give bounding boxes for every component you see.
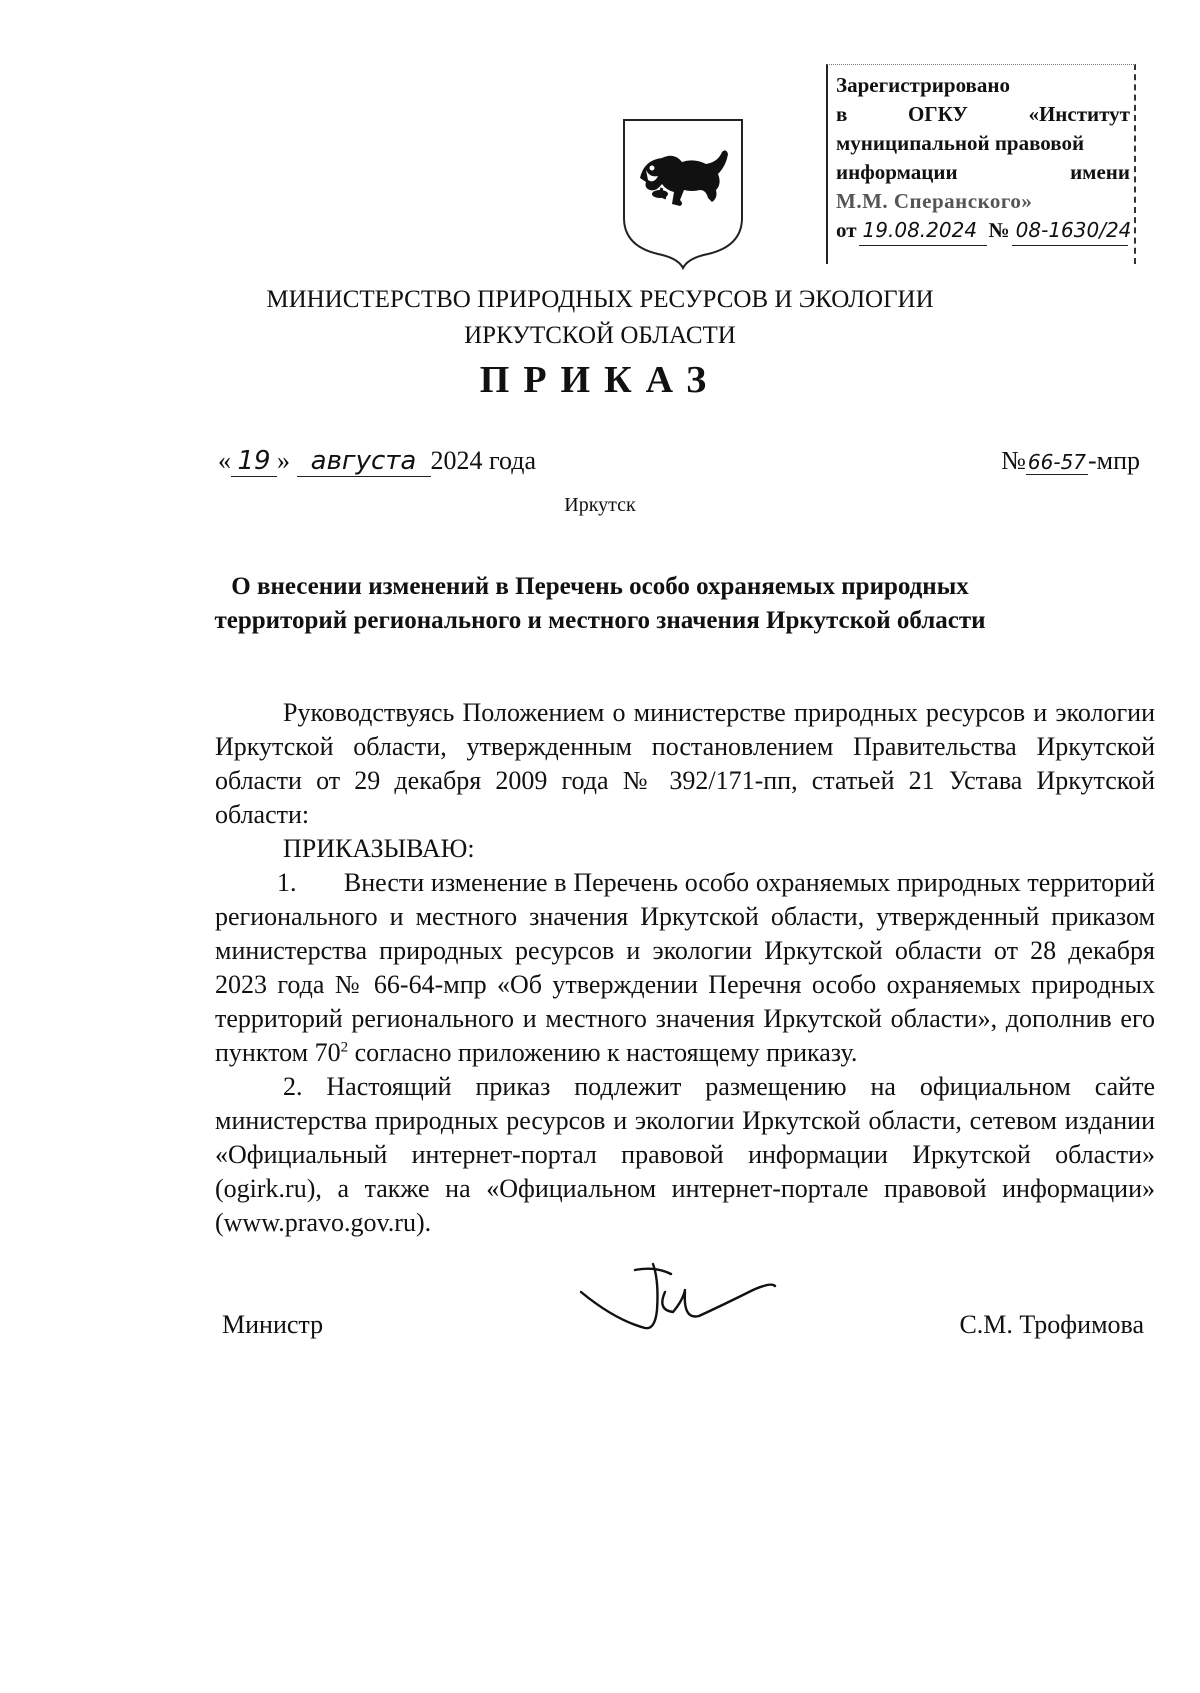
stamp-number-prefix: № [988, 218, 1010, 242]
item-1-paragraph [215, 866, 1155, 1070]
item-1-tail: согласно приложению к настоящему приказу. [348, 1038, 858, 1067]
order-number-prefix: № [1001, 446, 1026, 475]
item-1-number: 1. [277, 868, 297, 897]
stamp-line-3 [836, 129, 1130, 158]
signatory-name: С.М. Трофимова [959, 1310, 1144, 1339]
order-number-value: 66-57 [1027, 450, 1087, 474]
ministry-header [0, 282, 1200, 354]
date-year: 2024 года [430, 446, 537, 475]
document-type-title: ПРИКАЗ [479, 359, 721, 401]
order-word: ПРИКАЗЫВАЮ: [283, 834, 475, 863]
stamp-line-5 [836, 187, 1130, 216]
coat-of-arms-icon [622, 118, 744, 270]
stamp-date-value: 19.08.2024 [859, 216, 987, 246]
signatory-role: Министр [222, 1310, 324, 1339]
item-1-text: Внести изменение в Перечень особо охраняемых природных территорий регионального и местного значения Иркутской области, утвержденный приказом министерства природных ресурсов и экологии Иркутской области от 28 декабря 2023 года № 66-64-мпр «Об утверждении Перечня особо охраняемых природных территорий регионального и местного значения Иркутской области», дополнив его пунктом 70 [215, 868, 1156, 1067]
stamp-municipal-label: муниципальной правовой [836, 131, 1085, 155]
stamp-in-word: в [836, 102, 848, 126]
ministry-name-line-1: МИНИСТЕРСТВО ПРИРОДНЫХ РЕСУРСОВ И ЭКОЛОГИИ [266, 286, 934, 313]
date-close-quote: » [277, 446, 290, 475]
date-day: 19 [231, 446, 277, 477]
subject-line-1: О внесении изменений в Перечень особо охраняемых природных [231, 573, 969, 600]
item-1-superscript: 2 [340, 1039, 349, 1056]
stamp-named-word: имени [1070, 160, 1130, 184]
stamp-information-word: информации [836, 160, 958, 184]
stamp-number-value: 08-1630/24 [1012, 216, 1128, 246]
date-open-quote: « [218, 446, 231, 475]
stamp-ogku-word: ОГКУ [907, 102, 968, 126]
stamp-line-6 [836, 216, 1130, 246]
stamp-date-prefix: от [836, 218, 857, 242]
order-number-suffix: -мпр [1087, 446, 1140, 475]
ministry-name-line-2: ИРКУТСКОЙ ОБЛАСТИ [464, 322, 736, 349]
stamp-line-1 [836, 71, 1130, 100]
registration-stamp [826, 64, 1136, 264]
order-number [1001, 446, 1140, 476]
stamp-line-4 [836, 158, 1130, 187]
stamp-line-2 [836, 100, 1130, 129]
stamp-speransky-label: М.М. Сперанского» [836, 189, 1033, 213]
date-month: августа [297, 446, 431, 477]
handwritten-signature-icon [575, 1250, 785, 1360]
stamp-institute-word: «Институт [1028, 102, 1130, 126]
order-subject [0, 570, 1200, 638]
subject-line-2: территорий регионального и местного значения Иркутской области [214, 607, 986, 634]
issue-city: Иркутск [564, 494, 636, 516]
order-body [215, 696, 1155, 1240]
stamp-registered-label: Зарегистрировано [836, 73, 1010, 97]
preamble-paragraph: Руководствуясь Положением о министерстве природных ресурсов и экологии Иркутской области, утвержденным постановлением Правительства Иркутской области от 29 декабря 2009 года № 392/171-пп, статьей 21 Устава Иркутской области: [215, 698, 1155, 829]
item-2-paragraph: 2. Настоящий приказ подлежит размещению на официальном сайте министерства природных ресурсов и экологии Иркутской области, сетевом издании «Официальный интернет-портал правовой информации Иркутской области» (ogirk.ru), а также на «Официальном интернет-портале правовой информации» (www.pravo.gov.ru). [215, 1072, 1155, 1237]
order-date [218, 446, 536, 477]
